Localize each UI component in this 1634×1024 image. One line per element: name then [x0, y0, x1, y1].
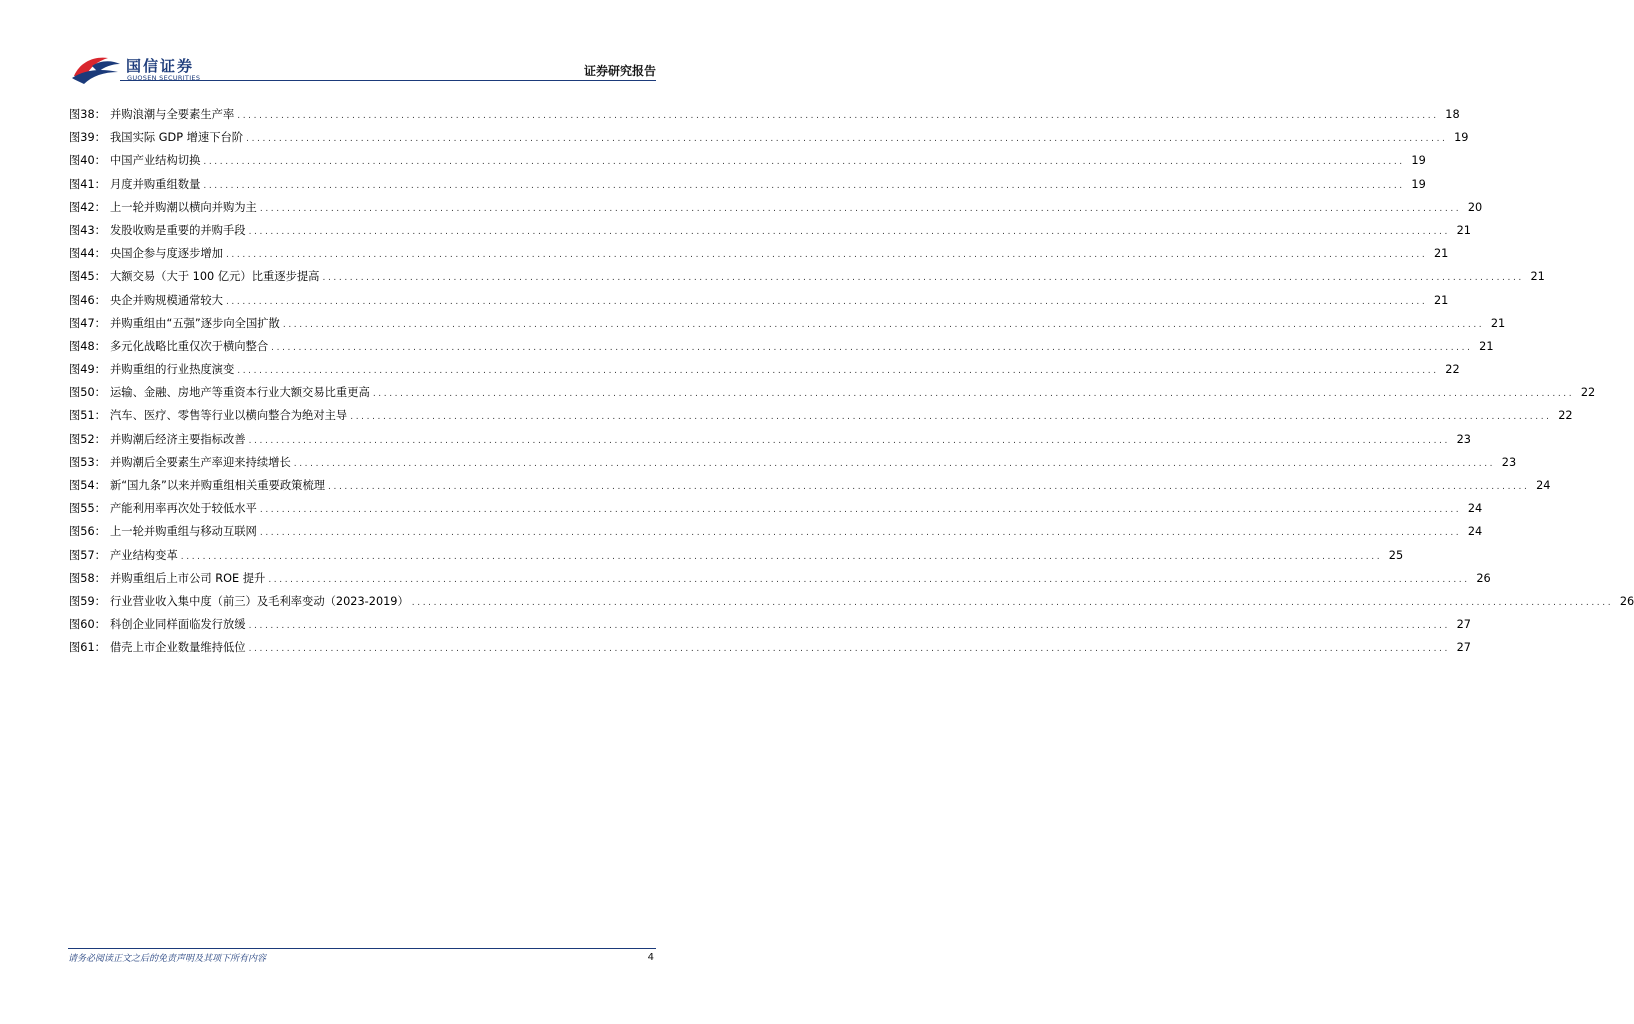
logo-english-name: GUOSEN SECURITIES — [127, 74, 201, 82]
toc-entry-page: 25 — [1388, 548, 1404, 562]
toc-entry-page: 19 — [1454, 131, 1469, 145]
toc-entry-page: 23 — [1501, 455, 1517, 469]
toc-entry-page: 27 — [1456, 618, 1471, 632]
toc-dot-leader: ............................................................................................................................................................................................................................ — [248, 644, 1450, 655]
toc-entry[interactable] — [69, 103, 1460, 126]
toc-entry[interactable] — [69, 451, 1517, 474]
toc-dot-leader: ............................................................................................................................................................................................................................ — [259, 203, 1462, 214]
toc-entry[interactable] — [69, 126, 1469, 149]
footer-disclaimer: 请务必阅读正文之后的免责声明及其项下所有内容 — [68, 954, 267, 964]
toc-dot-leader: ............................................................................................................................................................................................................................ — [350, 412, 1552, 423]
toc-entry[interactable] — [69, 497, 1483, 520]
toc-entry-title: 大额交易（大于 100 亿元）比重逐步提高 — [109, 270, 320, 284]
toc-entry-page: 24 — [1467, 502, 1483, 516]
toc-dot-leader: ............................................................................................................................................................................................................................ — [328, 482, 1530, 492]
toc-entry-number: 图60： — [69, 618, 106, 632]
report-type-label: 证券研究报告 — [583, 64, 656, 78]
toc-entry-title: 并购潮后经济主要指标改善 — [109, 432, 246, 446]
toc-dot-leader: ............................................................................................................................................................................................................................ — [248, 435, 1450, 446]
toc-entry-title: 新“国九条”以来并购重组相关重要政策梳理 — [109, 479, 326, 492]
toc-entry[interactable] — [69, 544, 1404, 567]
toc-entry-number: 图58： — [69, 571, 106, 585]
toc-entry-number: 图47： — [69, 316, 106, 330]
figure-table-of-contents — [69, 103, 1634, 660]
toc-entry-title: 产业结构变革 — [109, 548, 178, 562]
toc-entry-title: 多元化战略比重仅次于横向整合 — [109, 339, 269, 353]
toc-entry-page: 21 — [1433, 293, 1449, 307]
toc-entry[interactable] — [69, 474, 1551, 497]
toc-entry[interactable] — [69, 173, 1426, 196]
toc-dot-leader: ............................................................................................................................................................................................................................ — [259, 505, 1462, 516]
toc-dot-leader: ............................................................................................................................................................................................................................ — [411, 597, 1614, 608]
toc-entry-number: 图45： — [69, 270, 106, 284]
toc-entry-title: 央国企参与度逐步增加 — [109, 247, 223, 261]
toc-entry-number: 图56： — [69, 525, 106, 539]
toc-entry-page: 19 — [1411, 154, 1426, 168]
toc-entry-title: 产能利用率再次处于较低水平 — [109, 502, 257, 516]
toc-entry-number: 图42： — [69, 200, 106, 214]
footer-divider — [68, 948, 656, 949]
toc-entry-page: 21 — [1479, 339, 1494, 353]
toc-entry-page: 22 — [1445, 363, 1460, 377]
toc-entry[interactable] — [69, 358, 1460, 381]
header-divider — [120, 80, 656, 81]
toc-entry[interactable] — [69, 265, 1545, 288]
logo-chinese-name: 国信证券 — [126, 57, 195, 75]
toc-entry-title: 并购重组后上市公司 ROE 提升 — [109, 571, 266, 585]
toc-entry-number: 图40： — [69, 154, 106, 168]
toc-entry-page: 26 — [1476, 571, 1491, 585]
toc-dot-leader: ............................................................................................................................................................................................................................ — [268, 574, 1470, 585]
toc-entry[interactable] — [69, 613, 1471, 636]
toc-dot-leader: ............................................................................................................................................................................................................................ — [203, 157, 1405, 168]
toc-entry[interactable] — [69, 196, 1483, 219]
toc-entry[interactable] — [69, 381, 1596, 404]
toc-entry-title: 月度并购重组数量 — [109, 177, 201, 191]
toc-dot-leader: ............................................................................................................................................................................................................................ — [282, 319, 1485, 330]
toc-entry-title: 并购浪潮与全要素生产率 — [109, 108, 235, 121]
toc-entry-title: 并购重组的行业热度演变 — [109, 363, 235, 377]
toc-entry-page: 24 — [1467, 525, 1483, 539]
toc-entry-title: 运输、金融、房地产等重资本行业大额交易比重更高 — [109, 386, 370, 400]
toc-entry-page: 21 — [1433, 247, 1449, 261]
toc-entry-title: 发股收购是重要的并购手段 — [109, 223, 246, 237]
toc-entry-page: 20 — [1467, 200, 1483, 214]
toc-dot-leader: ............................................................................................................................................................................................................................ — [248, 621, 1450, 632]
toc-entry-number: 图55： — [69, 502, 106, 516]
toc-dot-leader: ............................................................................................................................................................................................................................ — [225, 250, 1428, 261]
toc-dot-leader: ............................................................................................................................................................................................................................ — [180, 551, 1383, 562]
page-number: 4 — [647, 952, 654, 963]
toc-entry[interactable] — [69, 636, 1471, 659]
toc-entry-page: 22 — [1580, 386, 1596, 400]
toc-entry[interactable] — [69, 404, 1573, 427]
toc-dot-leader: ............................................................................................................................................................................................................................ — [248, 226, 1450, 237]
toc-dot-leader: ............................................................................................................................................................................................................................ — [225, 296, 1428, 307]
toc-entry-title: 中国产业结构切换 — [109, 154, 201, 168]
toc-dot-leader: ............................................................................................................................................................................................................................ — [237, 111, 1439, 121]
toc-entry-number: 图57： — [69, 548, 106, 562]
toc-entry-number: 图49： — [69, 363, 106, 377]
toc-entry-number: 图61： — [69, 641, 106, 655]
toc-entry-number: 图54： — [69, 479, 106, 492]
toc-entry-number: 图50： — [69, 386, 106, 400]
toc-entry[interactable] — [69, 242, 1449, 265]
toc-entry-number: 图51： — [69, 409, 106, 423]
toc-entry-number: 图43： — [69, 223, 106, 237]
toc-dot-leader: ............................................................................................................................................................................................................................ — [372, 389, 1575, 400]
toc-entry-number: 图44： — [69, 247, 106, 261]
toc-dot-leader: ............................................................................................................................................................................................................................ — [259, 528, 1462, 539]
toc-entry[interactable] — [69, 590, 1634, 613]
toc-entry-title: 上一轮并购潮以横向并购为主 — [109, 200, 257, 214]
toc-entry-page: 21 — [1456, 223, 1471, 237]
toc-dot-leader: ............................................................................................................................................................................................................................ — [237, 366, 1439, 377]
toc-entry-page: 23 — [1456, 432, 1471, 446]
toc-entry-title: 借壳上市企业数量维持低位 — [109, 641, 246, 655]
toc-dot-leader: ............................................................................................................................................................................................................................ — [293, 458, 1496, 469]
toc-entry-title: 并购潮后全要素生产率迎来持续增长 — [109, 455, 291, 469]
toc-entry-number: 图38： — [69, 108, 106, 121]
guosen-logo-icon — [70, 52, 122, 86]
toc-entry[interactable] — [69, 219, 1471, 242]
toc-dot-leader: ............................................................................................................................................................................................................................ — [246, 134, 1448, 145]
toc-entry-title: 我国实际 GDP 增速下台阶 — [109, 131, 244, 145]
toc-entry-number: 图52： — [69, 432, 106, 446]
toc-entry-page: 27 — [1456, 641, 1471, 655]
toc-entry-title: 科创企业同样面临发行放缓 — [109, 618, 246, 632]
toc-entry-title: 行业营业收入集中度（前三）及毛利率变动（2023-2019） — [109, 594, 409, 608]
toc-entry[interactable] — [69, 289, 1449, 312]
toc-entry-page: 18 — [1445, 108, 1460, 121]
toc-entry-title: 上一轮并购重组与移动互联网 — [109, 525, 257, 539]
toc-entry[interactable] — [69, 149, 1426, 172]
toc-entry-page: 19 — [1411, 177, 1426, 191]
toc-entry-number: 图59： — [69, 594, 106, 608]
toc-entry-number: 图53： — [69, 455, 106, 469]
toc-entry[interactable] — [69, 335, 1494, 358]
toc-entry[interactable] — [69, 520, 1483, 543]
toc-dot-leader: ............................................................................................................................................................................................................................ — [271, 342, 1473, 353]
toc-entry-page: 21 — [1490, 316, 1506, 330]
toc-entry-page: 21 — [1530, 270, 1545, 284]
toc-entry-number: 图41： — [69, 177, 106, 191]
toc-entry-page: 24 — [1536, 479, 1551, 492]
toc-entry-number: 图48： — [69, 339, 106, 353]
toc-entry-title: 并购重组由“五强”逐步向全国扩散 — [109, 316, 280, 330]
toc-dot-leader: ............................................................................................................................................................................................................................ — [203, 180, 1405, 191]
toc-entry-title: 汽车、医疗、零售等行业以横向整合为绝对主导 — [109, 409, 348, 423]
toc-entry-page: 26 — [1619, 594, 1634, 608]
toc-entry-number: 图39： — [69, 131, 106, 145]
toc-entry-page: 22 — [1558, 409, 1573, 423]
toc-entry-title: 央企并购规模通常较大 — [109, 293, 223, 307]
toc-dot-leader: ............................................................................................................................................................................................................................ — [322, 273, 1524, 284]
toc-entry[interactable] — [69, 567, 1491, 590]
toc-entry[interactable] — [69, 428, 1471, 451]
toc-entry[interactable] — [69, 312, 1506, 335]
toc-entry-number: 图46： — [69, 293, 106, 307]
